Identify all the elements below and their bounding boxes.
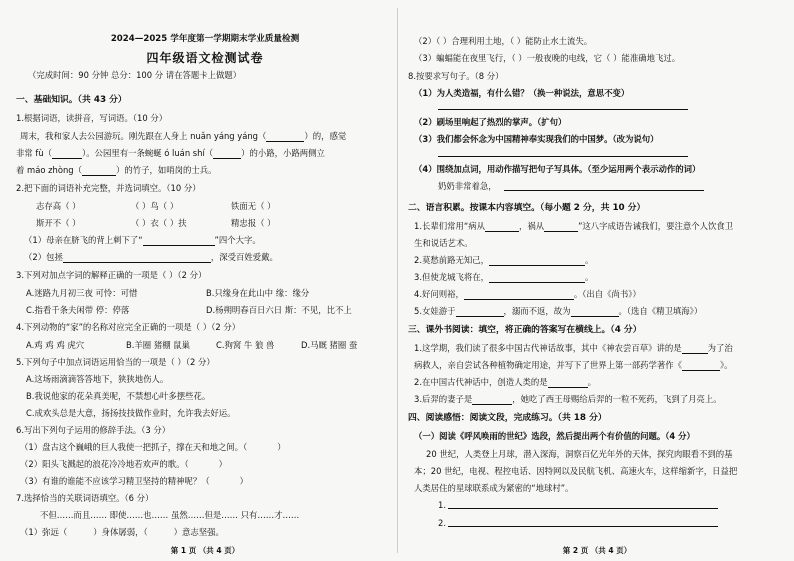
q1-text: 着 máo zhòng（	[16, 165, 82, 175]
year-title: 2024—2025 学年度第一学期期末学业质量检测	[110, 34, 300, 44]
s3-text: 3.后羿的妻子是	[414, 394, 473, 404]
q6-text: （3）有谁的谁能不应该学习精卫坚持的精神呢？（	[20, 476, 210, 486]
s2-text: 。（出自《尚书》）	[573, 289, 641, 299]
reading-paragraph: 20 世纪，人类登上月球，潜入深海，洞察百亿光年外的天体，探究肉眼看不到的基	[426, 449, 733, 459]
q2-row-1-item[interactable]: （ ）鸟（ ）	[131, 201, 179, 211]
q1-line-1	[20, 131, 346, 142]
answer-blank[interactable]	[548, 379, 588, 388]
q2-row-1-item[interactable]: 铁面无（ ）	[231, 201, 276, 211]
s2-item-4	[414, 289, 641, 300]
q7-text: ）身体孱弱，（	[93, 527, 148, 537]
q8-item-4: （4）围绕加点词，用动作描写把句子写具体。（至少运用两个表示动作的词）	[414, 164, 701, 174]
q5-heading: 5.下列句子中加点词语运用恰当的一项是（ ）（2 分）	[16, 357, 215, 367]
s3-item-3	[414, 394, 722, 405]
page-1	[16, 0, 394, 561]
q8-heading: 8.按要求写句子。（8 分）	[408, 71, 504, 81]
answer-blank[interactable]	[266, 133, 304, 142]
s2-text: 3.但使龙城飞将在，	[414, 272, 489, 282]
s2-text: 。	[585, 272, 594, 282]
q6-item-1: （1）盘古这个巍峨的巨人我使一把抓子，撑在天和地之间。（ ）	[20, 442, 286, 452]
page-divider	[397, 8, 398, 553]
q7-options: 不但……而且…… 即使……也…… 虽然……但是…… 只有……才……	[40, 510, 300, 520]
q5-option-b[interactable]: B.我说他家的花朵真美呢，不禁想心叶多摆些花。	[26, 391, 211, 401]
s3-text: 为了治	[707, 343, 733, 353]
q1-text: ）的，感觉	[304, 131, 347, 141]
answer-blank[interactable]	[189, 462, 219, 470]
q4-option-a[interactable]: A.鸡 鸡 鸡 虎穴	[26, 340, 85, 350]
s3-item-2	[414, 377, 596, 388]
q5-option-c[interactable]: C.成欢头总是大意，扬扬技技做作业时，允许我去好运。	[26, 408, 236, 418]
q1-text: ）的竹子，如哨岗的士兵。	[115, 165, 217, 175]
q3-option-a[interactable]: A.迷路九月初三夜 可怜：可惜	[26, 288, 138, 298]
q1-heading: 1.根据词语，读拼音，写词语。（10 分）	[16, 113, 168, 123]
s2-text: 。	[585, 255, 594, 265]
q1-text: ）的小路，小路两侧立	[241, 148, 325, 158]
q8-item-1: （1）为人类造福，有什么错？（换一种说法，意思不变）	[414, 88, 630, 98]
q2-text: ，深受百姓爱戴。	[210, 252, 278, 262]
answer-blank[interactable]	[489, 274, 585, 283]
section-4-heading: 四、阅读感悟：阅读文段，完成练习。（共 18 分）	[408, 413, 607, 423]
answer-blank[interactable]	[210, 479, 240, 487]
section-3-heading: 三、课外书阅读：填空，将正确的答案写在横线上。（4 分）	[408, 325, 642, 335]
s2-text: ”这八字成语告诫我们，要注意个人饮食卫	[578, 221, 734, 231]
q2-row-1-item[interactable]: 志存高（ ）	[36, 201, 81, 211]
q7-heading: 7.选择恰当的关联词语填空。（6 分）	[16, 493, 154, 503]
s2-item-1	[414, 221, 733, 232]
q2-row-2-item[interactable]: 精忠报（ ）	[231, 218, 276, 228]
q3-option-d[interactable]: D.杨朔明春百日六日 斯：不见，比不上	[206, 305, 352, 315]
q6-text: （1）盘古这个巍峨的巨人我使一把抓子，撑在天和地之间。（	[20, 442, 248, 452]
s3-text: ，她吃了西王母赐给后羿的一粒不死药，飞到了月亮上。	[512, 394, 722, 404]
q4-option-b[interactable]: B.羊圈 猪棚 鼠巢	[126, 340, 190, 350]
s2-text: ，祸从	[518, 221, 545, 231]
reading-paragraph: 本；20 世纪，电视、程控电话、因特网以及民航飞机、高速火车，这样缩新字，日益把	[414, 466, 738, 476]
q3-option-b[interactable]: B.只缘身在此山中 缘：缘分	[206, 288, 310, 298]
section-2-heading: 二、语言积累。按课本内容填空。（每小题 2 分，共 10 分）	[408, 203, 646, 213]
answer-blank[interactable]	[247, 445, 277, 453]
answer-blank[interactable]	[682, 362, 720, 371]
q2-heading: 2.把下面的词语补充完整，并选词填空。（10 分）	[16, 183, 201, 193]
answer-line[interactable]	[448, 508, 718, 509]
q2-text: （2）包拯	[24, 252, 63, 262]
q6-item-2: （2）阳头飞溅起的浪花冷冷地若欢声的歌。（ ）	[20, 459, 228, 469]
s2-item-1-cont: 生和说话艺术。	[414, 238, 473, 248]
answer-blank[interactable]	[67, 530, 93, 538]
s2-item-2	[414, 255, 593, 266]
q2-text: ”四个大字。	[214, 235, 261, 245]
s3-text: 》。	[720, 360, 733, 370]
s2-text: 1.长辈们常用“病从	[414, 221, 485, 231]
s3-item-1	[414, 343, 733, 354]
q4-option-d[interactable]: D.马厩 猪圈 蚕	[301, 340, 358, 350]
q6-item-3: （3）有谁的谁能不应该学习精卫坚持的精神呢？（ ）	[20, 476, 248, 486]
q4-heading: 4.下列动物的“家”的名称对应完全正确的一项是（ ）（2 分）	[16, 322, 241, 332]
page-footer: 第 2 页 （共 4 页）	[562, 546, 632, 555]
answer-blank[interactable]	[213, 150, 241, 159]
answer-blank[interactable]	[143, 237, 215, 246]
q8-item-3: （3）我们都会怀念为中国精神奉实现我们的中国梦。（改为说句）	[414, 134, 659, 144]
reading-question-1: 1.	[438, 500, 446, 510]
answer-blank[interactable]	[571, 308, 619, 317]
reading-question-2: 2.	[438, 518, 446, 528]
answer-blank[interactable]	[456, 308, 504, 317]
q5-option-a[interactable]: A.这场雨滴滴答答地下，狭狭地伤人。	[26, 374, 169, 384]
q3-heading: 3.下列对加点字词的解释正确的一项是（ ）（2 分）	[16, 270, 207, 280]
reading-1-heading: （一）阅读《呼风唤雨的世纪》选段，然后提出两个有价值的问题。（4 分）	[414, 431, 695, 441]
exam-info: （完成时间：90 分钟 总分：100 分 请在答题卡上做题）	[28, 70, 242, 80]
answer-line[interactable]	[504, 190, 704, 191]
page-2	[408, 0, 786, 561]
s3-item-1-cont	[414, 360, 733, 371]
answer-blank[interactable]	[544, 223, 578, 232]
answer-blank[interactable]	[472, 396, 512, 405]
answer-blank[interactable]	[63, 254, 211, 263]
q6-text: （2）阳头飞溅起的浪花冷冷地若欢声的歌。（	[20, 459, 189, 469]
answer-blank[interactable]	[485, 223, 519, 232]
s3-text: 病救人，亲自尝试各种植物确定用途，并写下了世界上第一部药学著作《	[414, 360, 682, 370]
s2-text: 2.莫愁前路无知己，	[414, 255, 489, 265]
answer-blank[interactable]	[148, 530, 174, 538]
q1-line-2	[16, 148, 325, 159]
q1-text: 周末，我和家人去公园游玩。刚先跟在人身上 nuǎn yáng yáng（	[20, 131, 267, 141]
s2-item-3	[414, 272, 593, 283]
section-1-heading: 一、基础知识。（共 43 分）	[16, 95, 127, 105]
q8-item-4-start: 奶奶非常着急，	[438, 181, 497, 191]
answer-blank[interactable]	[682, 345, 708, 354]
s2-item-5	[414, 306, 702, 317]
s3-text: 。	[587, 377, 596, 387]
answer-blank[interactable]	[464, 291, 574, 300]
s2-text: 5.女娃游于	[414, 306, 456, 316]
answer-line[interactable]	[438, 156, 688, 157]
q6-heading: 6.写出下列句子运用的修辞手法。（3 分）	[16, 425, 171, 435]
page-footer: 第 1 页 （共 4 页）	[170, 546, 240, 555]
q4-option-c[interactable]: C.狗窝 牛 狼 兽	[216, 340, 275, 350]
s2-text: 4.好问则裕，	[414, 289, 464, 299]
q2-row-2-item[interactable]: （ ）衣（ ）扶	[131, 218, 187, 228]
q7-item-3: （3）蝙蝠能在夜里飞行，（ ）一般夜晚的电线，它（ ）能准确地飞过。	[414, 53, 681, 63]
q1-text: ）。公园里有一条蜿蜒 ó luán shí（	[82, 148, 214, 158]
q1-text: 非常 fù（	[16, 148, 53, 158]
s2-text: 。（选自《精卫填海》）	[618, 306, 703, 316]
answer-blank[interactable]	[52, 150, 82, 159]
answer-blank[interactable]	[489, 257, 585, 266]
q2-sentence-1	[24, 235, 261, 246]
s2-text: ，溺而不返，故为	[503, 306, 571, 316]
q2-text: （1）母亲在脐飞的背上刺下了“	[24, 235, 143, 245]
answer-line[interactable]	[448, 526, 718, 527]
q7-text: （1）弥远（	[20, 527, 68, 537]
q2-row-2-item[interactable]: 斯开不（ ）	[36, 218, 81, 228]
answer-blank[interactable]	[82, 167, 116, 176]
s3-text: 2.在中国古代神话中，创造人类的是	[414, 377, 548, 387]
q3-option-c[interactable]: C.指看千条夫闲带 停：停落	[26, 305, 130, 315]
q7-text: ）意志坚强。	[173, 527, 224, 537]
reading-paragraph: 人类居住的星球联系成为紧密的“地球村”。	[414, 483, 574, 493]
q7-item-2: （2）（ ）合理利用土地，（ ）能防止水土流失。	[414, 36, 593, 46]
q1-line-3	[16, 165, 216, 176]
answer-line[interactable]	[438, 109, 688, 110]
s3-text: 1.这学期，我们读了很多中国古代神话故事，其中《神农尝百草》讲的是	[414, 343, 682, 353]
q8-item-2: （2）刷场里响起了热烈的掌声。（扩句）	[414, 117, 567, 127]
q7-item-1	[20, 527, 224, 538]
exam-title: 四年级语文检测试卷	[146, 51, 264, 65]
q2-sentence-2	[24, 252, 278, 263]
